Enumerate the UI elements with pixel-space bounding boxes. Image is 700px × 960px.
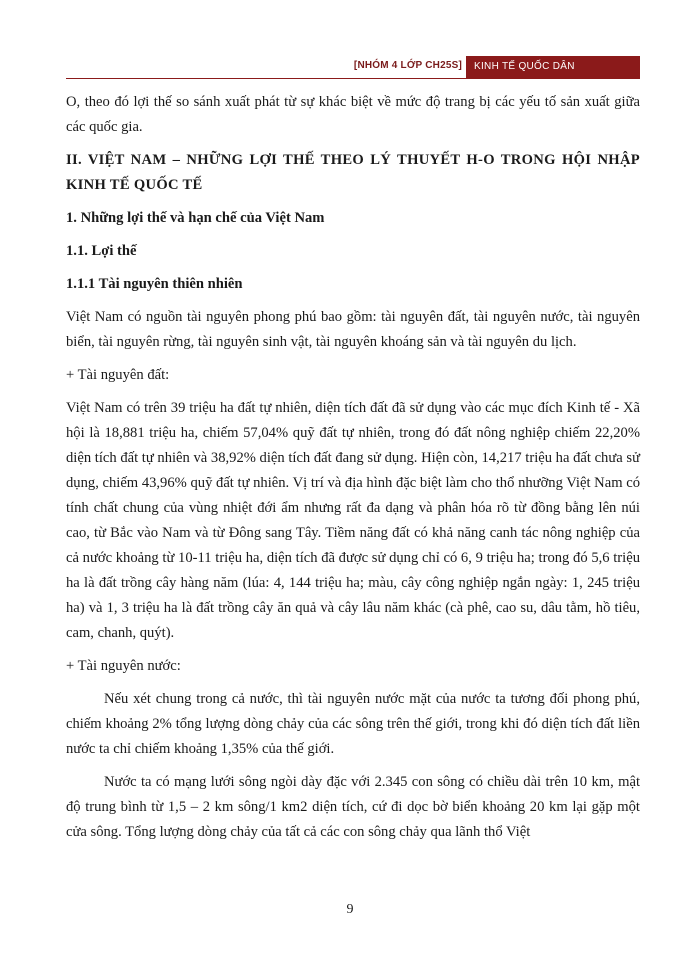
paragraph-water-2: Nước ta có mạng lưới sông ngòi dày đặc với 2.345 con sông có chiều dài trên 10 km, mật độ trung bình từ 1,5 – 2 km sông/1 km2 diện tích, cứ đi dọc bờ biển khoảng 20 km lại gặp một cửa sông. Tổng lượng dòng chảy của tất cả các con sông chảy qua lãnh thổ Việt xyxy=(66,774,640,840)
subsection-heading: 1. Những lợi thế và hạn chế của Việt Nam xyxy=(66,210,325,226)
header-group-label: [NHÓM 4 LỚP CH25S] xyxy=(353,60,462,71)
header-school-label: KINH TẾ QUỐC DÂN xyxy=(466,56,640,78)
item-label-water: + Tài nguyên nước: xyxy=(66,658,181,674)
paragraph-water-1: Nếu xét chung trong cả nước, thì tài nguyên nước mặt của nước ta tương đối phong phú, chiếm khoảng 2% tổng lượng dòng chảy của các sông trên thế giới, trong khi đó diện tích đất liền nước ta chỉ chiếm khoảng 1,35% của thế giới. xyxy=(66,691,640,757)
section-heading: II. VIỆT NAM – NHỮNG LỢI THẾ THEO LÝ THUYẾT H-O TRONG HỘI NHẬP KINH TẾ QUỐC TẾ xyxy=(66,152,640,193)
item-label-land: + Tài nguyên đất: xyxy=(66,367,170,383)
subsection-heading-advantages: 1.1. Lợi thế xyxy=(66,243,137,259)
page-body xyxy=(66,90,640,853)
paragraph-continuation: O, theo đó lợi thế so sánh xuất phát từ sự khác biệt về mức độ trang bị các yếu tố sản xuất giữa các quốc gia. xyxy=(66,94,640,135)
paragraph-land: Việt Nam có trên 39 triệu ha đất tự nhiên, diện tích đất đã sử dụng vào các mục đích Kinh tế - Xã hội là 18,881 triệu ha, chiếm 57,04% quỹ đất tự nhiên, trong đó đất nông nghiệp chiếm 22,20% diện tích đất tự nhiên và 38,92% diện tích đất đang sử dụng. Hiện còn, 14,217 triệu ha đất chưa sử dụng, chiếm 43,96% quỹ đất tự nhiên. Vị trí và địa hình đặc biệt làm cho thổ nhưỡng Việt Nam có tính chất chung của vùng nhiệt đới ẩm nhưng rất đa dạng và phân hóa rõ từ đồng bằng lên núi cao, từ Bắc vào Nam và từ Đông sang Tây. Tiềm năng đất có khả năng canh tác nông nghiệp của cả nước khoảng từ 10-11 triệu ha, diện tích đã được sử dụng chỉ có 6, 9 triệu ha; trong đó 5,6 triệu ha là đất trồng cây hàng năm (lúa: 4, 144 triệu ha; màu, cây công nghiệp ngắn ngày: 1, 245 triệu ha) và 1, 3 triệu ha là đất trồng cây ăn quả và cây lâu năm khác (cà phê, cao su, dâu tằm, hồ tiêu, cam, chanh, quýt). xyxy=(66,400,640,641)
page-number: 9 xyxy=(346,902,354,917)
paragraph-resources-intro: Việt Nam có nguồn tài nguyên phong phú bao gồm: tài nguyên đất, tài nguyên nước, tài nguyên biển, tài nguyên rừng, tài nguyên sinh vật, tài nguyên khoáng sản và tài nguyên du lịch. xyxy=(66,309,640,350)
header-divider xyxy=(66,78,640,79)
subsection-heading-resources: 1.1.1 Tài nguyên thiên nhiên xyxy=(66,276,243,292)
